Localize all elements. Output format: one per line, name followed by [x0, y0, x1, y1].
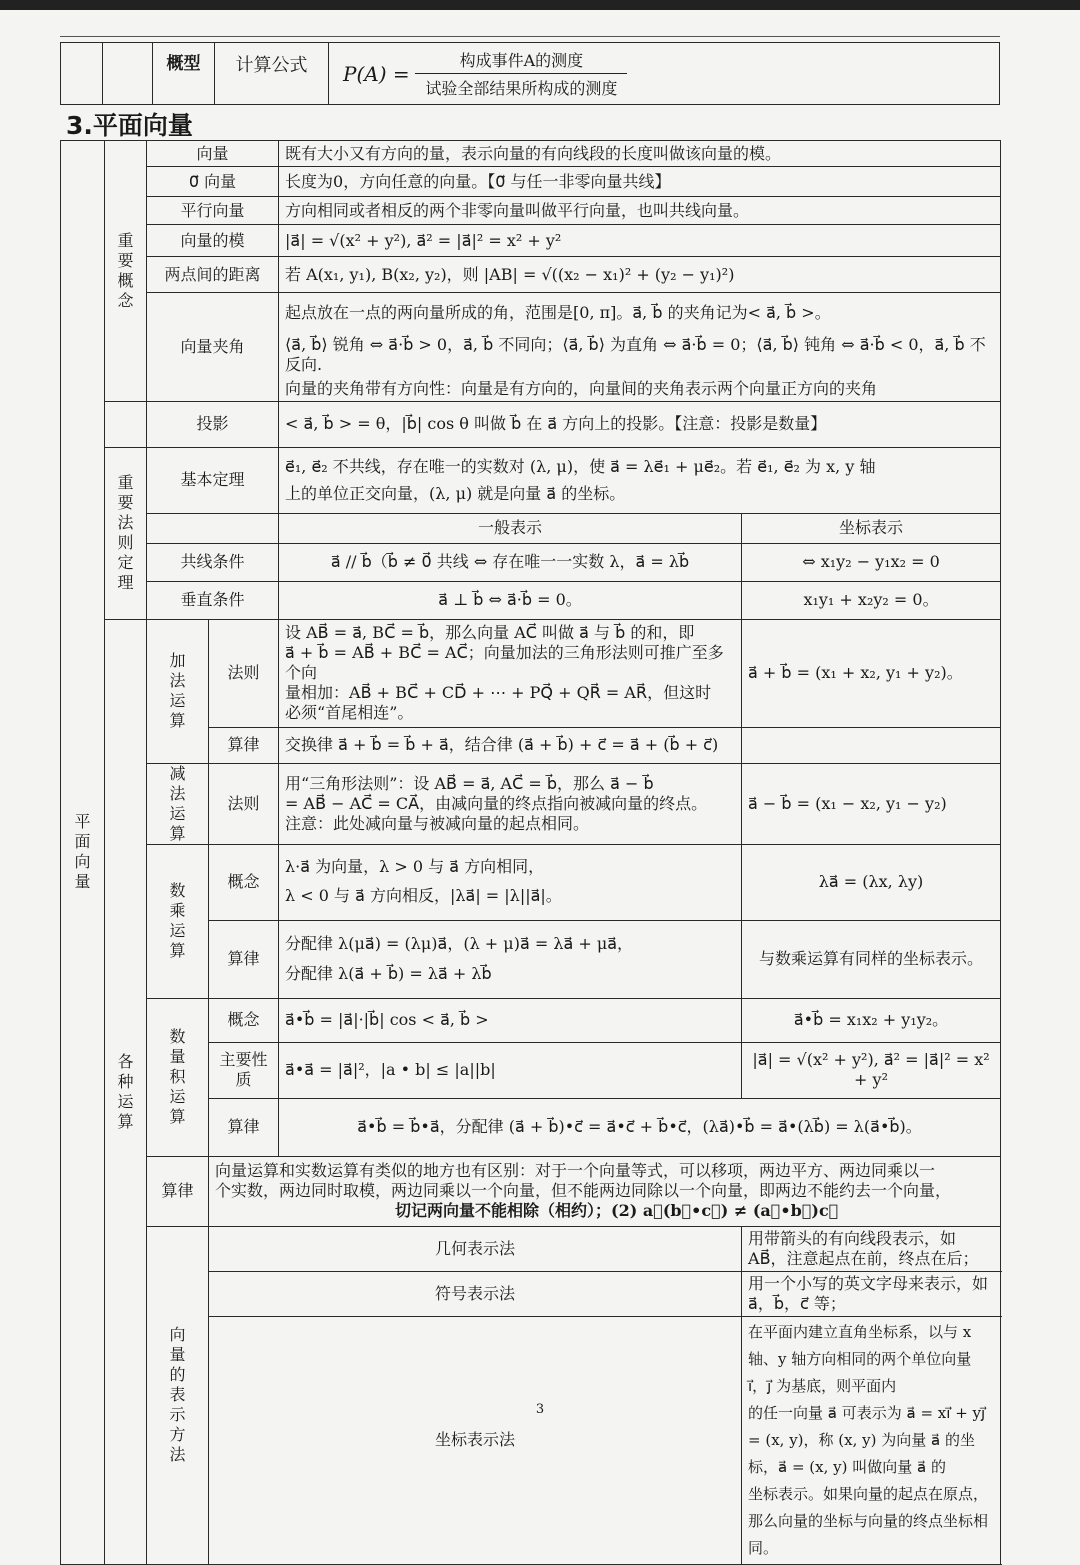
subtraction-line-2: = AB⃗ − AC⃗ = CA⃗，由减向量的终点指向被减向量的终点。 [285, 793, 708, 813]
dot-property-label: 主要性质 [209, 1042, 279, 1098]
basic-theorem-line-2: 上的单位正交向量，(λ, μ) 就是向量 a⃗ 的坐标。 [285, 484, 626, 503]
angle-line-2: ⟨a⃗, b⃗⟩ 锐角 ⇔ a⃗·b⃗ > 0，a⃗, b⃗ 不同向；⟨a⃗, b⃗⟩ 为直角 ⇔ a⃗·b⃗ = 0；⟨a⃗, b⃗⟩ 钝角 ⇔ a⃗·b⃗ < 0，a⃗, b⃗ 不反向. [279, 333, 1001, 377]
dot-property-text: a⃗•a⃗ = |a⃗|²，|a • b| ≤ |a||b| [279, 1042, 742, 1098]
top-border [0, 0, 1080, 10]
row-name-projection: 投影 [147, 401, 279, 447]
group-label-representation: 向 量 的 表 示 方 法 [147, 1226, 209, 1564]
page-number: 3 [535, 1402, 545, 1417]
subtraction-rule-label: 法则 [209, 763, 279, 844]
addition-rule-line-2: a⃗ + b⃗ = AB⃗ + BC⃗ = AC⃗；向量加法的三角形法则可推广至多个向 [285, 643, 724, 682]
dot-law-text: a⃗•b⃗ = b⃗•a⃗，分配律 (a⃗ + b⃗)•c⃗ = a⃗•c⃗ + b⃗•c⃗，(λa⃗)•b⃗ = a⃗•(λb⃗) = λ(a⃗•b⃗)。 [279, 1098, 1001, 1156]
row-name-modulus: 向量的模 [147, 225, 279, 257]
row-text-coordinate [742, 1316, 1001, 1564]
outer-label-vector: 平 面 向 量 [61, 141, 105, 1565]
dot-concept-coord: a⃗•b⃗ = x₁x₂ + y₁y₂。 [742, 998, 1001, 1042]
row-text-modulus: |a⃗| = √(x² + y²), a⃗² = |a⃗|² = x² + y² [279, 225, 1001, 257]
row-name-vector: 向量 [147, 141, 279, 167]
row-text-projection: < a⃗, b⃗ > = θ，|b⃗| cos θ 叫做 b⃗ 在 a⃗ 方向上的投影。【注意：投影是数量】 [279, 401, 1001, 447]
laws-label: 算律 [147, 1156, 209, 1226]
addition-law-label: 算律 [209, 727, 279, 763]
row-text-geometric: 用带箭头的有向线段表示，如 AB⃗，注意起点在前，终点在后； [742, 1226, 1001, 1271]
scalar-concept-line-2: λ < 0 与 a⃗ 方向相反，|λa⃗| = |λ||a⃗|。 [285, 886, 562, 905]
subtraction-coord: a⃗ − b⃗ = (x₁ − x₂, y₁ − y₂) [742, 763, 1001, 844]
scalar-law-line-1: 分配律 λ(μa⃗) = (λμ)a⃗，(λ + μ)a⃗ = λa⃗ + μa⃗， [285, 933, 634, 953]
concepts-tail-cell [105, 401, 147, 447]
subtraction-line-1: 用“三角形法则”：设 AB⃗ = a⃗, AC⃗ = b⃗，那么 a⃗ − b⃗ [285, 773, 654, 793]
row-name-angle: 向量夹角 [147, 293, 279, 402]
dot-concept-text: a⃗•b⃗ = |a⃗|·|b⃗| cos < a⃗, b⃗ > [279, 998, 742, 1042]
header-rule [60, 36, 1000, 37]
scalar-law-line-2: 分配律 λ(a⃗ + b⃗) = λa⃗ + λb⃗ [285, 964, 492, 983]
row-name-parallel: 平行向量 [147, 197, 279, 225]
row-text-distance: 若 A(x₁, y₁), B(x₂, y₂)，则 |AB| = √((x₂ − x₁)² + (y₂ − y₁)²) [279, 257, 1001, 293]
row-text-parallel: 方向相同或者相反的两个非零向量叫做平行向量，也叫共线向量。 [279, 197, 1001, 225]
addition-rule-line-1: 设 AB⃗ = a⃗, BC⃗ = b⃗，那么向量 AC⃗ 叫做 a⃗ 与 b⃗ 的和，即 [285, 623, 695, 642]
formula-denominator: 试验全部结果所构成的测度 [425, 79, 618, 98]
laws-line-3: 切记两向量不能相除（相约）；(2) a⃗(b⃗•c⃗) ≠ (a⃗•b⃗)c⃗ [395, 1201, 839, 1220]
basic-theorem-text [279, 447, 1001, 513]
header-blank [147, 513, 279, 543]
row-name-basic-theorem: 基本定理 [147, 447, 279, 513]
row-name-symbol: 符号表示法 [209, 1271, 742, 1316]
op-dot-label: 数 量 积 运 算 [147, 998, 209, 1156]
coordinate-line-2: 的任一向量 a⃗ 可表示为 a⃗ = xi⃗ + yj⃗ = (x, y)，称 (x, y) 为向量 a⃗ 的坐标，a⃗ = (x, y) 叫做向量 a⃗ 的 [748, 1403, 986, 1476]
vector-table [60, 140, 1001, 1565]
row-name-geometric: 几何表示法 [209, 1226, 742, 1271]
addition-law-text: 交换律 a⃗ + b⃗ = b⃗ + a⃗，结合律 (a⃗ + b⃗) + c⃗ = a⃗ + (b⃗ + c⃗) [279, 727, 742, 763]
coordinate-line-1: 在平面内建立直角坐标系，以与 x 轴、y 轴方向相同的两个单位向量 i⃗，j⃗ 为基底，则平面内 [748, 1322, 972, 1395]
addition-law-coord [742, 727, 1001, 763]
model-type-label: 概型 [153, 43, 215, 105]
scalar-concept-text [279, 844, 742, 920]
formula-label: 计算公式 [215, 43, 329, 105]
dot-concept-label: 概念 [209, 998, 279, 1042]
addition-rule-text [279, 619, 742, 727]
subtraction-rule-text [279, 763, 742, 844]
laws-text [209, 1156, 1001, 1226]
group-label-concepts: 重 要 概 念 [105, 141, 147, 402]
row-name-zero-vector: 0⃗ 向量 [147, 167, 279, 197]
subtraction-line-3: 注意：此处减向量与被减向量的起点相同。 [285, 813, 590, 833]
coordinate-line-3: 坐标表示。如果向量的起点在原点，那么向量的坐标与向量的终点坐标相同。 [748, 1484, 989, 1557]
probability-table [60, 42, 1000, 105]
op-scalar-label: 数 乘 运 算 [147, 844, 209, 998]
op-addition-label: 加 法 运 算 [147, 619, 209, 763]
header-coord: 坐标表示 [742, 513, 1001, 543]
blank-cell [103, 43, 153, 105]
row-name-coordinate: 坐标表示法 [209, 1316, 742, 1564]
section-title: 3.平面向量 [66, 111, 193, 140]
angle-line-1: 起点放在一点的两向量所成的角，范围是[0, π]。a⃗, b⃗ 的夹角记为< a⃗, b⃗ >。 [279, 293, 1001, 333]
row-text-zero-vector: 长度为0，方向任意的向量。【0⃗ 与任一非零向量共线】 [279, 167, 1001, 197]
formula-cell [329, 43, 1000, 105]
formula-lhs: P(A) = [343, 61, 410, 86]
addition-rule-line-4: 必须“首尾相连”。 [285, 703, 414, 722]
angle-line-3: 向量的夹角带有方向性：向量是有方向的，向量间的夹角表示两个向量正方向的夹角 [279, 377, 1001, 402]
group-label-operations: 各 种 运 算 [105, 619, 147, 1564]
scalar-concept-line-1: λ·a⃗ 为向量，λ > 0 与 a⃗ 方向相同， [285, 857, 545, 877]
group-label-theorems: 重 要 法 则 定 理 [105, 447, 147, 619]
row-name-perpendicular: 垂直条件 [147, 581, 279, 619]
laws-line-2: 个实数，两边同时取模，两边同乘以一个向量，但不能两边同除以一个向量，即两边不能约去一个向量， [215, 1181, 952, 1200]
basic-theorem-line-1: e⃗₁, e⃗₂ 不共线，存在唯一的实数对 (λ, μ)，使 a⃗ = λe⃗₁ + μe⃗₂。若 e⃗₁, e⃗₂ 为 x, y 轴 [285, 456, 876, 476]
row-text-symbol: 用一个小写的英文字母来表示，如 a⃗，b⃗，c⃗ 等； [742, 1271, 1001, 1316]
addition-rule-coord: a⃗ + b⃗ = (x₁ + x₂, y₁ + y₂)。 [742, 619, 1001, 727]
addition-rule-label: 法则 [209, 619, 279, 727]
dot-law-label: 算律 [209, 1098, 279, 1156]
row-name-distance: 两点间的距离 [147, 257, 279, 293]
formula-numerator: 构成事件A的测度 [415, 48, 627, 74]
op-subtraction-label: 减 法 运 算 [147, 763, 209, 844]
addition-rule-line-3: 量相加：AB⃗ + BC⃗ + CD⃗ + ⋯ + PQ⃗ + QR⃗ = AR⃗，但这时 [285, 683, 712, 702]
perpendicular-coord: x₁y₁ + x₂y₂ = 0。 [742, 581, 1001, 619]
scalar-law-text [279, 920, 742, 998]
header-general: 一般表示 [279, 513, 742, 543]
formula-fraction [415, 48, 627, 99]
row-text-vector: 既有大小又有方向的量，表示向量的有向线段的长度叫做该向量的模。 [279, 141, 1001, 167]
collinear-coord: ⇔ x₁y₂ − y₁x₂ = 0 [742, 543, 1001, 581]
scalar-law-label: 算律 [209, 920, 279, 998]
row-name-collinear: 共线条件 [147, 543, 279, 581]
scalar-law-coord: 与数乘运算有同样的坐标表示。 [742, 920, 1001, 998]
scalar-concept-label: 概念 [209, 844, 279, 920]
blank-cell [61, 43, 103, 105]
dot-property-coord: |a⃗| = √(x² + y²), a⃗² = |a⃗|² = x² + y² [742, 1042, 1001, 1098]
perpendicular-general: a⃗ ⊥ b⃗ ⇔ a⃗·b⃗ = 0。 [279, 581, 742, 619]
collinear-general: a⃗ // b⃗（b⃗ ≠ 0⃗ 共线 ⇔ 存在唯一一实数 λ，a⃗ = λb⃗ [279, 543, 742, 581]
scalar-concept-coord: λa⃗ = (λx, λy) [742, 844, 1001, 920]
laws-line-1: 向量运算和实数运算有类似的地方也有区别：对于一个向量等式，可以移项，两边平方、两边同乘以一 [215, 1161, 936, 1180]
